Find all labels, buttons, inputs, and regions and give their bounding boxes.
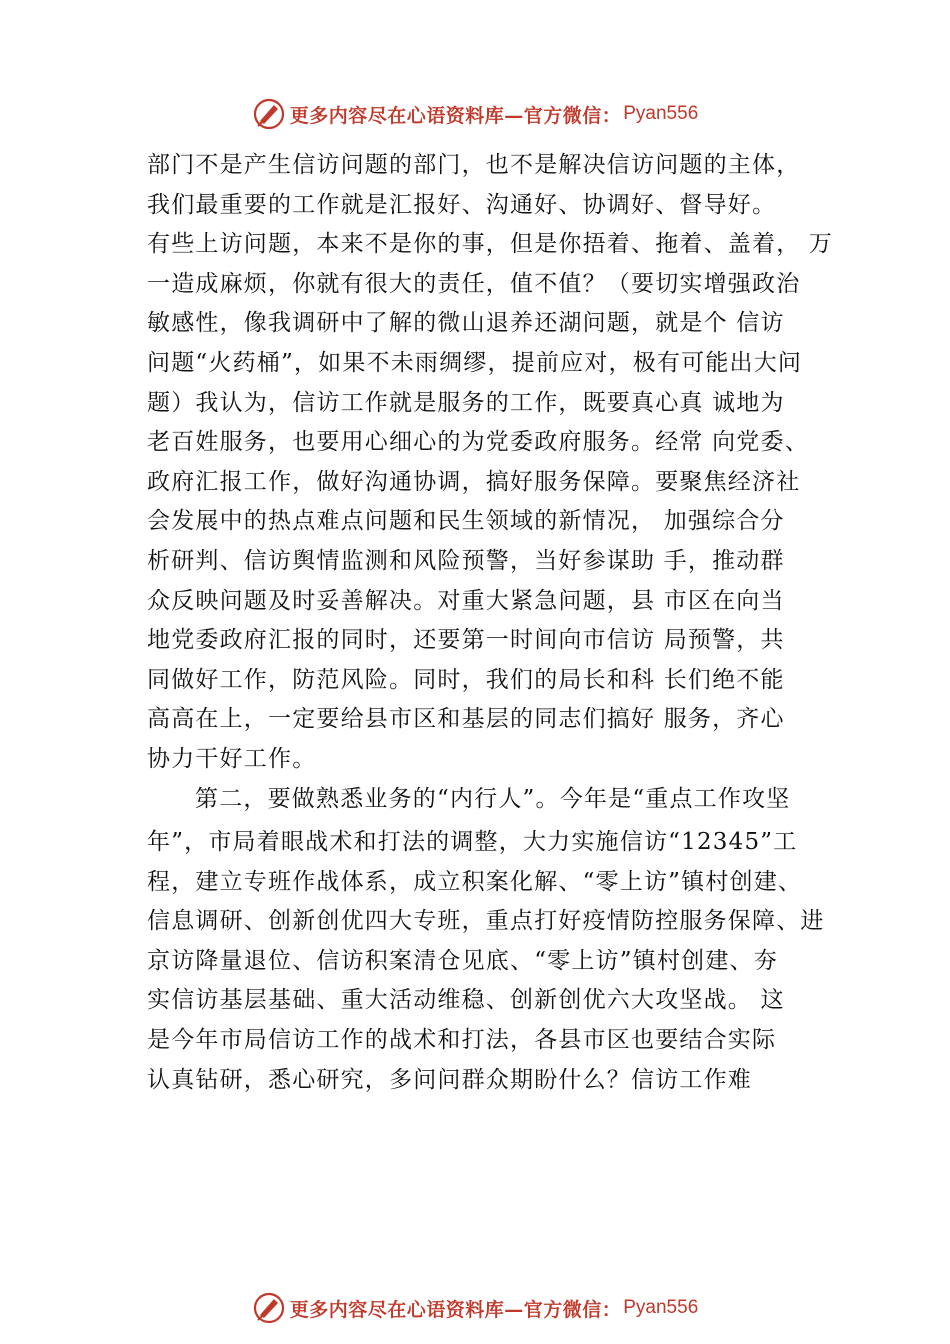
header-banner [0, 94, 950, 134]
text-line: 高高在上，一定要给县市区和基层的同志们搞好 服务，齐心 [147, 706, 785, 733]
banner-wechat-id: Pyan556 [623, 103, 699, 124]
paragraph-start-line: 第二，要做熟悉业务的“内行人”。今年是“重点工作攻坚 [195, 785, 791, 812]
text-line: 程，建立专班作战体系，成立积案化解、“零上访”镇村创建、 [147, 868, 803, 895]
text-line: 老百姓服务，也要用心细心的为党委政府服务。经常 向党委、 [147, 429, 809, 456]
body-text [147, 146, 837, 1100]
text-line: 敏感性，像我调研中了解的微山退养还湖问题，就是个 信访 [147, 310, 785, 337]
text-line: 信息调研、创新创优四大专班，重点打好疫情防控服务保障、进 [147, 908, 825, 935]
text-line: 是今年市局信访工作的战术和打法，各县市区也要结合实际 [147, 1027, 777, 1054]
text-line: 部门不是产生信访问题的部门，也不是解决信访问题的主体， [147, 152, 801, 178]
text-line: 实信访基层基础、重大活动维稳、创新创优六大攻坚战。 这 [147, 987, 785, 1014]
text-line: 问题“火药桶”，如果不未雨绸缪，提前应对，极有可能出大问 [147, 349, 803, 376]
footer-banner [0, 1288, 950, 1328]
text-line: 会发展中的热点难点问题和民生领域的新情况， 加强综合分 [147, 508, 785, 535]
text-line: 认真钻研，悉心研究，多问问群众期盼什么？信访工作难 [147, 1066, 752, 1093]
text-line: 年”，市局着眼战术和打法的调整，大力实施信访“12345”工 [147, 829, 798, 856]
text-line: 有些上访问题，本来不是你的事，但是你捂着、拖着、盖着， 万 [147, 231, 834, 258]
text-line: 一造成麻烦，你就有很大的责任，值不值？（要切实增强政治 [147, 270, 801, 297]
text-line: 协力干好工作。 [147, 745, 317, 772]
text-line: 同做好工作，防范风险。同时，我们的局长和科 长们绝不能 [147, 666, 785, 693]
text-line: 众反映问题及时妥善解决。对重大紧急问题，县 市区在向当 [147, 587, 785, 614]
text-line: 析研判、信访舆情监测和风险预警，当好参谋助 手，推动群 [147, 547, 785, 574]
logo-icon [252, 97, 286, 131]
banner-text: 更多内容尽在心语资料库—官方微信： [289, 104, 622, 127]
text-line: 我们最重要的工作就是汇报好、沟通好、协调好、督导好。 [147, 191, 777, 218]
logo-icon [252, 1291, 286, 1325]
text-line: 京访降量退位、信访积案清仓见底、“零上访”镇村创建、夯 [147, 947, 778, 974]
text-line: 地党委政府汇报的同时，还要第一时间向市信访 局预警，共 [147, 627, 785, 654]
text-line: 题）我认为，信访工作就是服务的工作，既要真心真 诚地为 [147, 389, 785, 416]
banner-wechat-id: Pyan556 [623, 1297, 699, 1318]
banner-text: 更多内容尽在心语资料库—官方微信： [289, 1298, 622, 1321]
text-line: 政府汇报工作，做好沟通协调，搞好服务保障。要聚焦经济社 [147, 468, 801, 495]
